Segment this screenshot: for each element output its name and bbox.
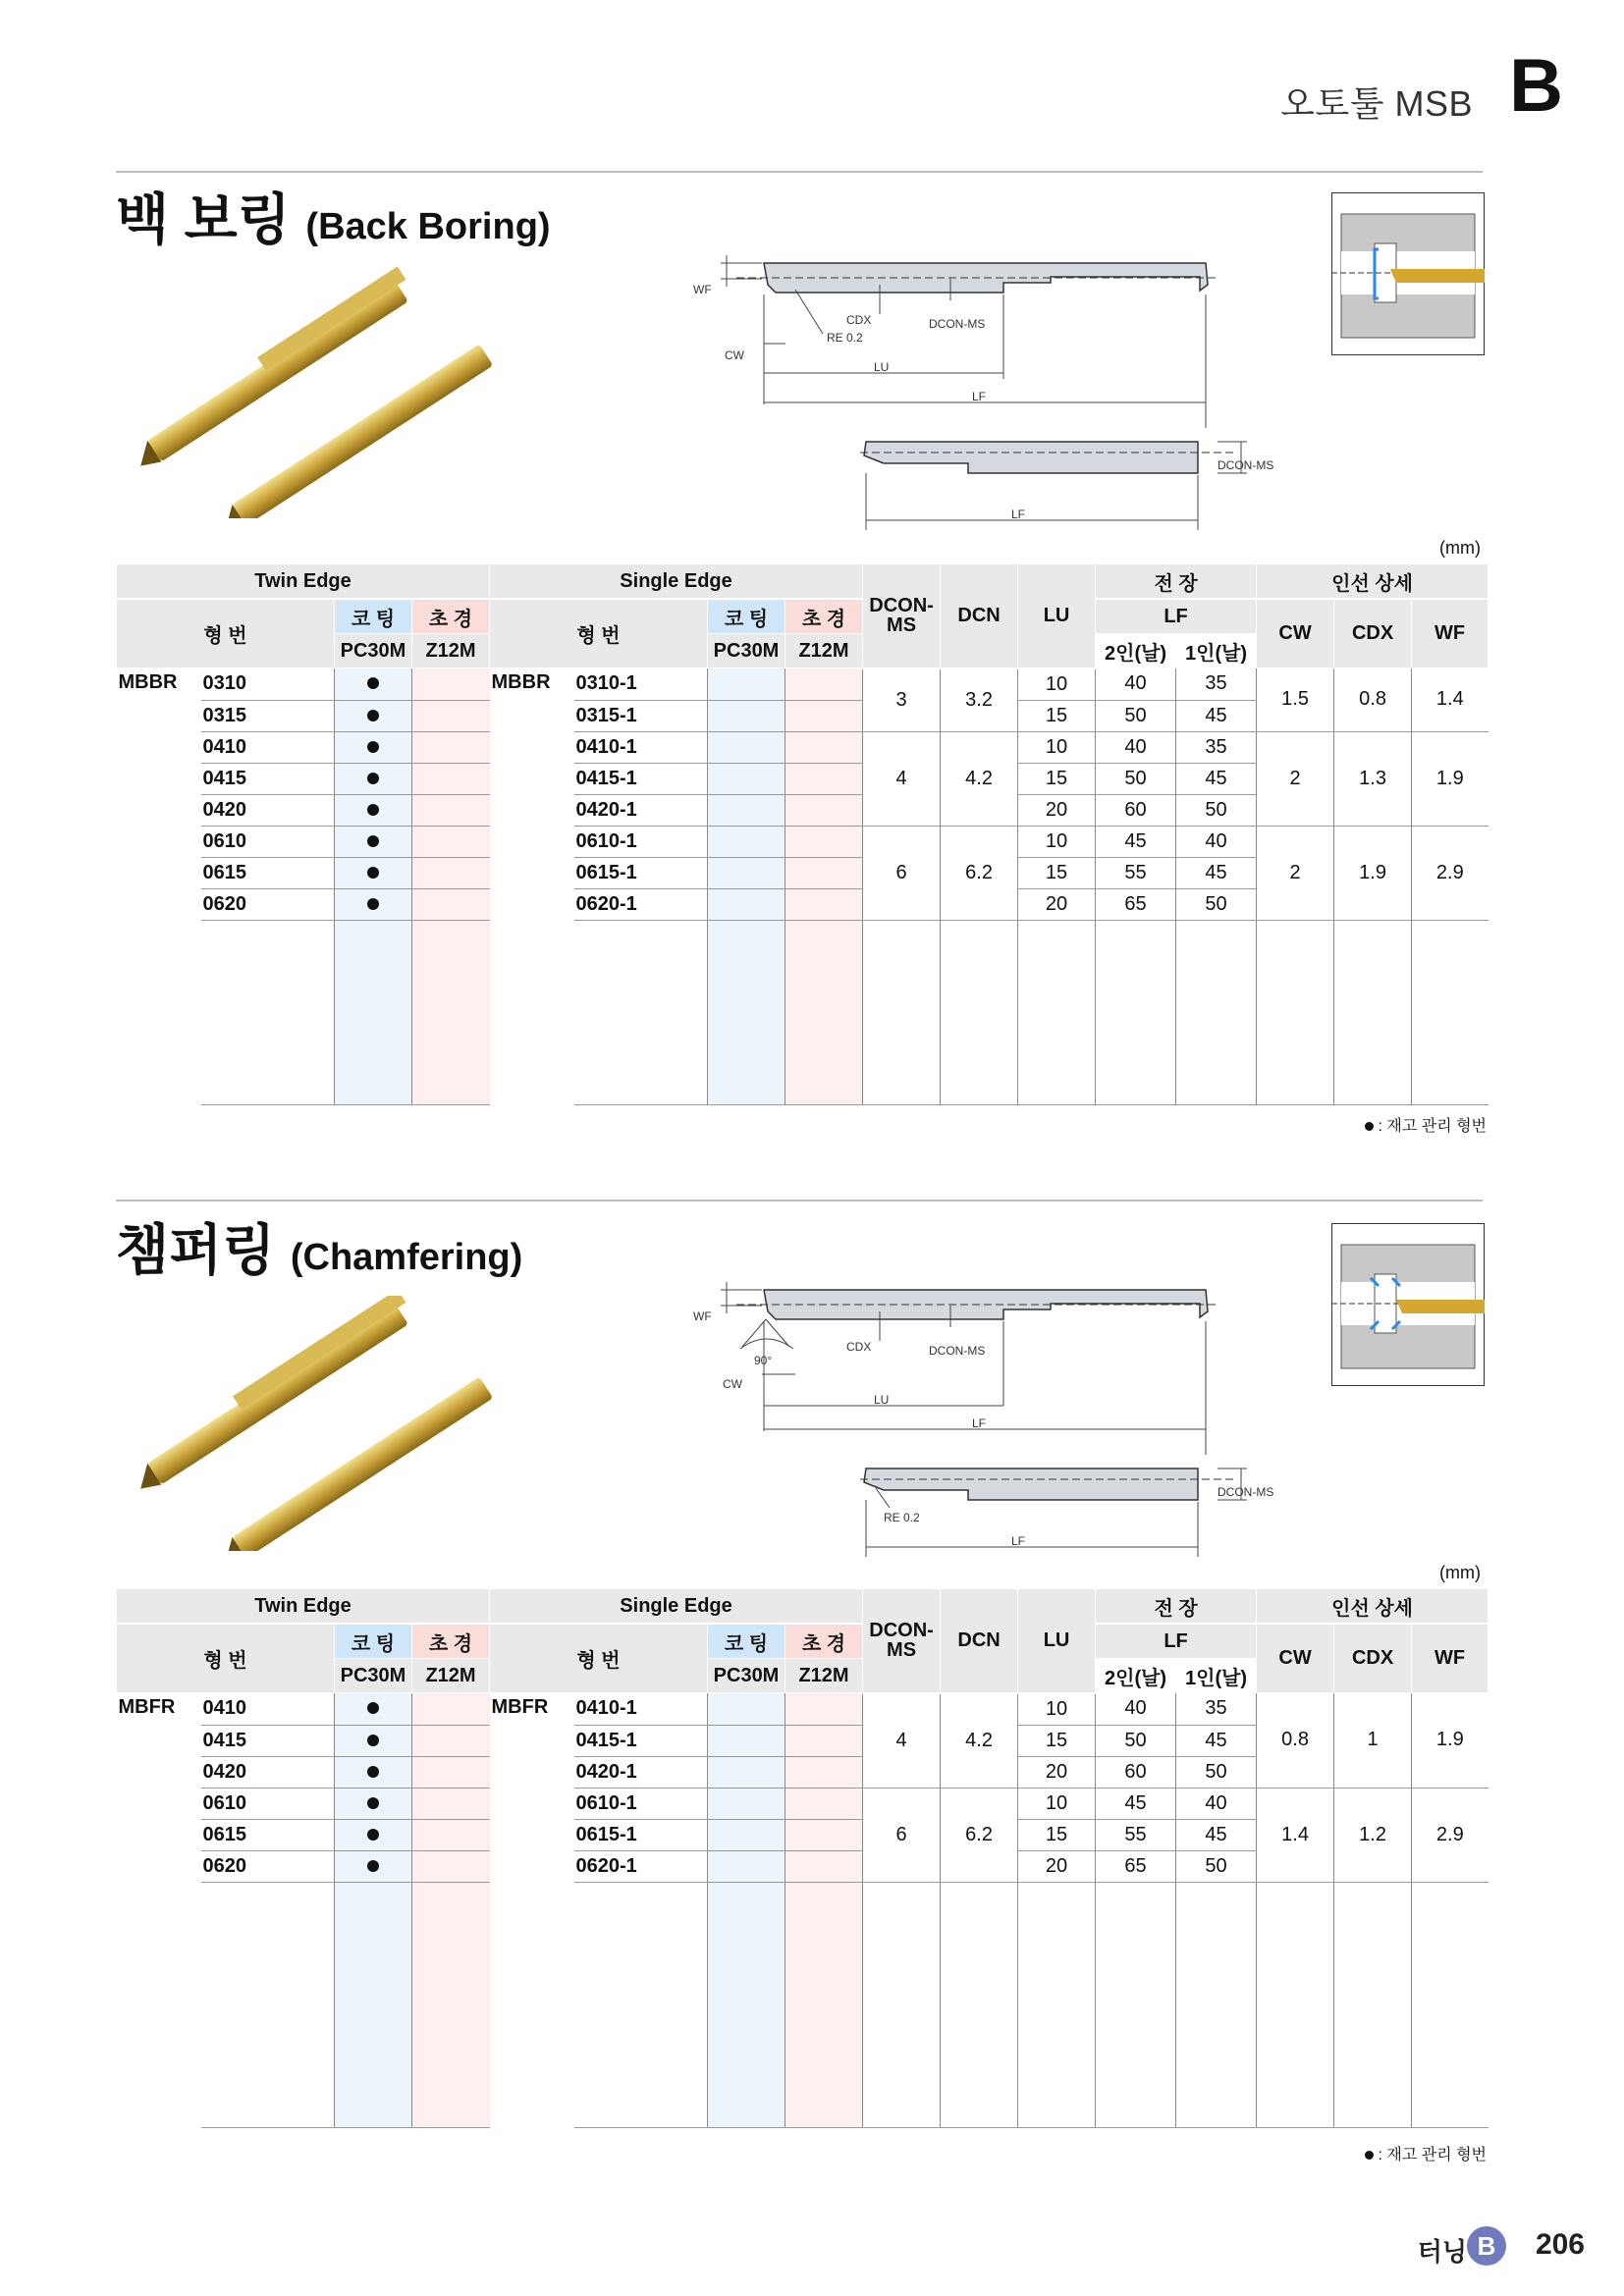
legend-dot xyxy=(1365,2151,1374,2160)
label-angle: 90° xyxy=(754,1354,773,1367)
footer-category: 터닝 xyxy=(1417,2237,1467,2267)
header-lf-1-edge: 1인(날) xyxy=(1176,1659,1257,1693)
lu-value: 20 xyxy=(1018,1850,1096,1882)
lf2-value: 60 xyxy=(1096,794,1176,826)
label-cdx: CDX xyxy=(846,1340,872,1354)
header-dcn: DCN xyxy=(941,564,1018,668)
lf1-value: 40 xyxy=(1176,1788,1257,1819)
dcon-ms-value: 6 xyxy=(863,1788,941,1882)
lu-value: 15 xyxy=(1018,700,1096,731)
unit-label-1: (mm) xyxy=(1439,538,1481,558)
twin-code: 0620 xyxy=(201,1850,335,1882)
stock-dot xyxy=(367,710,379,721)
label-dcon: DCON-MS xyxy=(929,1344,986,1358)
label-dcon: DCON-MS xyxy=(929,317,986,331)
header-edge-detail: 인선 상세 xyxy=(1257,564,1489,600)
label-lf-2: LF xyxy=(1011,1534,1026,1548)
unit-label-2: (mm) xyxy=(1439,1563,1481,1582)
cdx-value: 0.8 xyxy=(1334,668,1412,732)
header-pc30m-single: PC30M xyxy=(708,634,785,668)
header-total-length: 전 장 xyxy=(1096,564,1257,600)
series-twin: MBFR xyxy=(118,1696,176,1718)
label-dcon-2: DCON-MS xyxy=(1218,458,1274,472)
label-wf: WF xyxy=(693,283,712,296)
table-row xyxy=(117,1693,1489,1726)
header-cdx: CDX xyxy=(1334,1624,1412,1693)
lu-value: 10 xyxy=(1018,1788,1096,1819)
header-cw: CW xyxy=(1257,1624,1334,1693)
twin-code: 0610 xyxy=(201,1788,335,1819)
lu-value: 15 xyxy=(1018,763,1096,794)
section-title-back-boring xyxy=(116,188,551,250)
series-twin: MBBR xyxy=(118,671,178,693)
dcn-value: 3.2 xyxy=(941,668,1018,732)
stock-dot xyxy=(367,835,379,847)
lf2-value: 40 xyxy=(1096,668,1176,701)
lu-value: 10 xyxy=(1018,731,1096,763)
single-code: 0420-1 xyxy=(574,1756,708,1788)
chamfering-table xyxy=(116,1588,1489,2128)
cw-value: 1.5 xyxy=(1257,668,1334,732)
section-letter: B xyxy=(1509,44,1563,128)
section-title-en: (Chamfering) xyxy=(290,1237,523,1278)
single-code: 0315-1 xyxy=(574,700,708,731)
wf-value: 1.9 xyxy=(1412,1693,1489,1789)
back-boring-table xyxy=(116,563,1489,1105)
header-dcon-ms: DCON-MS xyxy=(863,564,941,668)
cdx-value: 1 xyxy=(1334,1693,1412,1789)
lu-value: 20 xyxy=(1018,1756,1096,1788)
dcon-ms-value: 3 xyxy=(863,668,941,732)
lu-value: 20 xyxy=(1018,888,1096,920)
wf-value: 1.4 xyxy=(1412,668,1489,732)
lu-value: 10 xyxy=(1018,1693,1096,1726)
header-dcon-ms: DCON-MS xyxy=(863,1589,941,1693)
lf1-value: 45 xyxy=(1176,700,1257,731)
table-row xyxy=(117,826,1489,857)
header-model-twin: 형 번 xyxy=(117,599,335,668)
footer-section-badge: B xyxy=(1467,2226,1506,2266)
stock-legend-1 xyxy=(1365,1113,1487,1136)
stock-dot xyxy=(367,1829,379,1841)
lu-value: 20 xyxy=(1018,794,1096,826)
header-dcn: DCN xyxy=(941,1589,1018,1693)
twin-code: 0410 xyxy=(201,731,335,763)
single-code: 0615-1 xyxy=(574,1819,708,1850)
chamfering-drawing xyxy=(687,1272,1296,1557)
lf1-value: 40 xyxy=(1176,826,1257,857)
label-lf: LF xyxy=(972,390,987,403)
header-cw: CW xyxy=(1257,599,1334,668)
legend-text: : 재고 관리 형번 xyxy=(1378,2147,1487,2163)
header-lf-2-edge: 2인(날) xyxy=(1096,1659,1176,1693)
page-number: 206 xyxy=(1535,2228,1585,2261)
section-title-chamfering xyxy=(116,1219,523,1281)
label-wf: WF xyxy=(693,1309,712,1323)
single-code: 0610-1 xyxy=(574,1788,708,1819)
header-pc30m-twin: PC30M xyxy=(335,1659,412,1693)
cw-value: 1.4 xyxy=(1257,1788,1334,1882)
header-lu: LU xyxy=(1018,564,1096,668)
series-single: MBBR xyxy=(491,671,551,693)
twin-code: 0420 xyxy=(201,794,335,826)
table-filler-row xyxy=(117,920,1489,1104)
table-row xyxy=(117,668,1489,701)
header-model-single: 형 번 xyxy=(490,599,708,668)
wf-value: 2.9 xyxy=(1412,826,1489,920)
header-z12m-single: Z12M xyxy=(785,634,863,668)
label-re: RE 0.2 xyxy=(884,1511,920,1524)
header-z12m-twin: Z12M xyxy=(412,634,490,668)
single-code: 0620-1 xyxy=(574,1850,708,1882)
lf2-value: 45 xyxy=(1096,1788,1176,1819)
header-twin-edge: Twin Edge xyxy=(117,564,490,600)
lf2-value: 50 xyxy=(1096,1725,1176,1756)
header-lu: LU xyxy=(1018,1589,1096,1693)
header-coating-twin: 코 팅 xyxy=(335,599,412,634)
twin-code: 0310 xyxy=(201,668,335,701)
single-code: 0615-1 xyxy=(574,857,708,888)
chamfering-tool-photo xyxy=(128,1296,501,1551)
lf2-value: 60 xyxy=(1096,1756,1176,1788)
table-row xyxy=(117,731,1489,763)
header-pc30m-twin: PC30M xyxy=(335,634,412,668)
stock-dot xyxy=(367,741,379,753)
lf1-value: 50 xyxy=(1176,794,1257,826)
header-lf: LF xyxy=(1096,1624,1257,1659)
single-code: 0415-1 xyxy=(574,763,708,794)
lf2-value: 50 xyxy=(1096,700,1176,731)
stock-dot xyxy=(367,867,379,879)
legend-dot xyxy=(1365,1122,1374,1131)
label-lu: LU xyxy=(874,1393,890,1407)
twin-code: 0420 xyxy=(201,1756,335,1788)
label-dcon-2: DCON-MS xyxy=(1218,1485,1274,1499)
lf2-value: 40 xyxy=(1096,1693,1176,1726)
dcn-value: 4.2 xyxy=(941,1693,1018,1789)
dcon-ms-value: 6 xyxy=(863,826,941,920)
lu-value: 15 xyxy=(1018,1819,1096,1850)
label-lf-2: LF xyxy=(1011,507,1026,521)
lf2-value: 55 xyxy=(1096,1819,1176,1850)
lu-value: 10 xyxy=(1018,668,1096,701)
lu-value: 15 xyxy=(1018,857,1096,888)
twin-code: 0615 xyxy=(201,1819,335,1850)
lf1-value: 45 xyxy=(1176,857,1257,888)
header-rule xyxy=(116,171,1483,173)
legend-text: : 재고 관리 형번 xyxy=(1378,1118,1487,1135)
stock-dot xyxy=(367,1797,379,1809)
header-carbide-single: 초 경 xyxy=(785,599,863,634)
lf1-value: 35 xyxy=(1176,668,1257,701)
header-total-length: 전 장 xyxy=(1096,1589,1257,1625)
catalog-title: 오토툴 MSB xyxy=(1280,83,1473,124)
wf-value: 1.9 xyxy=(1412,731,1489,826)
back-boring-inset xyxy=(1331,192,1485,355)
section-title-ko: 백 보링 xyxy=(116,188,291,250)
cdx-value: 1.9 xyxy=(1334,826,1412,920)
twin-code: 0415 xyxy=(201,1725,335,1756)
lu-value: 15 xyxy=(1018,1725,1096,1756)
lf2-value: 45 xyxy=(1096,826,1176,857)
header-z12m-single: Z12M xyxy=(785,1659,863,1693)
stock-dot xyxy=(367,804,379,816)
header-lf-2-edge: 2인(날) xyxy=(1096,634,1176,668)
cdx-value: 1.2 xyxy=(1334,1788,1412,1882)
header-carbide-twin: 초 경 xyxy=(412,599,490,634)
stock-dot xyxy=(367,1766,379,1778)
dcn-value: 6.2 xyxy=(941,826,1018,920)
lf1-value: 35 xyxy=(1176,731,1257,763)
single-code: 0410-1 xyxy=(574,731,708,763)
header-lf: LF xyxy=(1096,599,1257,634)
header-coating-single: 코 팅 xyxy=(708,1624,785,1659)
stock-dot xyxy=(367,1735,379,1746)
single-code: 0420-1 xyxy=(574,794,708,826)
label-lf: LF xyxy=(972,1416,987,1430)
cw-value: 0.8 xyxy=(1257,1693,1334,1789)
label-lu: LU xyxy=(874,360,890,374)
dcon-ms-value: 4 xyxy=(863,731,941,826)
cw-value: 2 xyxy=(1257,731,1334,826)
twin-code: 0615 xyxy=(201,857,335,888)
back-boring-tool-photo xyxy=(128,263,501,518)
stock-dot xyxy=(367,898,379,910)
single-code: 0620-1 xyxy=(574,888,708,920)
lf2-value: 65 xyxy=(1096,888,1176,920)
header-single-edge: Single Edge xyxy=(490,564,863,600)
single-code: 0310-1 xyxy=(574,668,708,701)
section-title-ko: 챔퍼링 xyxy=(116,1219,276,1281)
stock-dot xyxy=(367,773,379,784)
lf1-value: 45 xyxy=(1176,1725,1257,1756)
lf2-value: 55 xyxy=(1096,857,1176,888)
single-code: 0415-1 xyxy=(574,1725,708,1756)
header-single-edge: Single Edge xyxy=(490,1589,863,1625)
header-wf: WF xyxy=(1412,1624,1489,1693)
table-filler-row xyxy=(117,1882,1489,2127)
stock-dot xyxy=(367,677,379,689)
lf1-value: 45 xyxy=(1176,1819,1257,1850)
label-cw: CW xyxy=(725,348,744,362)
lf1-value: 35 xyxy=(1176,1693,1257,1726)
twin-code: 0415 xyxy=(201,763,335,794)
wf-value: 2.9 xyxy=(1412,1788,1489,1882)
lf2-value: 50 xyxy=(1096,763,1176,794)
single-code: 0410-1 xyxy=(574,1693,708,1726)
lf1-value: 50 xyxy=(1176,1850,1257,1882)
dcon-ms-value: 4 xyxy=(863,1693,941,1789)
stock-dot xyxy=(367,1860,379,1872)
lf2-value: 40 xyxy=(1096,731,1176,763)
header-model-twin: 형 번 xyxy=(117,1624,335,1693)
series-single: MBFR xyxy=(491,1696,549,1718)
table-row xyxy=(117,1788,1489,1819)
header-coating-twin: 코 팅 xyxy=(335,1624,412,1659)
stock-legend-2 xyxy=(1365,2142,1487,2164)
header-wf: WF xyxy=(1412,599,1489,668)
header-twin-edge: Twin Edge xyxy=(117,1589,490,1625)
cdx-value: 1.3 xyxy=(1334,731,1412,826)
label-cw: CW xyxy=(723,1377,742,1391)
section-title-en: (Back Boring) xyxy=(305,206,551,247)
header-model-single: 형 번 xyxy=(490,1624,708,1693)
dcn-value: 4.2 xyxy=(941,731,1018,826)
header-carbide-twin: 초 경 xyxy=(412,1624,490,1659)
label-cdx: CDX xyxy=(846,313,872,327)
stock-dot xyxy=(367,1702,379,1714)
lu-value: 10 xyxy=(1018,826,1096,857)
lf1-value: 50 xyxy=(1176,888,1257,920)
twin-code: 0410 xyxy=(201,1693,335,1726)
lf1-value: 45 xyxy=(1176,763,1257,794)
header-pc30m-single: PC30M xyxy=(708,1659,785,1693)
section-rule xyxy=(116,1200,1483,1201)
single-code: 0610-1 xyxy=(574,826,708,857)
header-lf-1-edge: 1인(날) xyxy=(1176,634,1257,668)
twin-code: 0620 xyxy=(201,888,335,920)
chamfering-inset xyxy=(1331,1223,1485,1386)
back-boring-drawing xyxy=(687,245,1296,530)
twin-code: 0610 xyxy=(201,826,335,857)
cw-value: 2 xyxy=(1257,826,1334,920)
dcn-value: 6.2 xyxy=(941,1788,1018,1882)
header-z12m-twin: Z12M xyxy=(412,1659,490,1693)
header-edge-detail: 인선 상세 xyxy=(1257,1589,1489,1625)
twin-code: 0315 xyxy=(201,700,335,731)
lf2-value: 65 xyxy=(1096,1850,1176,1882)
label-re: RE 0.2 xyxy=(827,331,863,345)
header-cdx: CDX xyxy=(1334,599,1412,668)
lf1-value: 50 xyxy=(1176,1756,1257,1788)
header-carbide-single: 초 경 xyxy=(785,1624,863,1659)
header-coating-single: 코 팅 xyxy=(708,599,785,634)
